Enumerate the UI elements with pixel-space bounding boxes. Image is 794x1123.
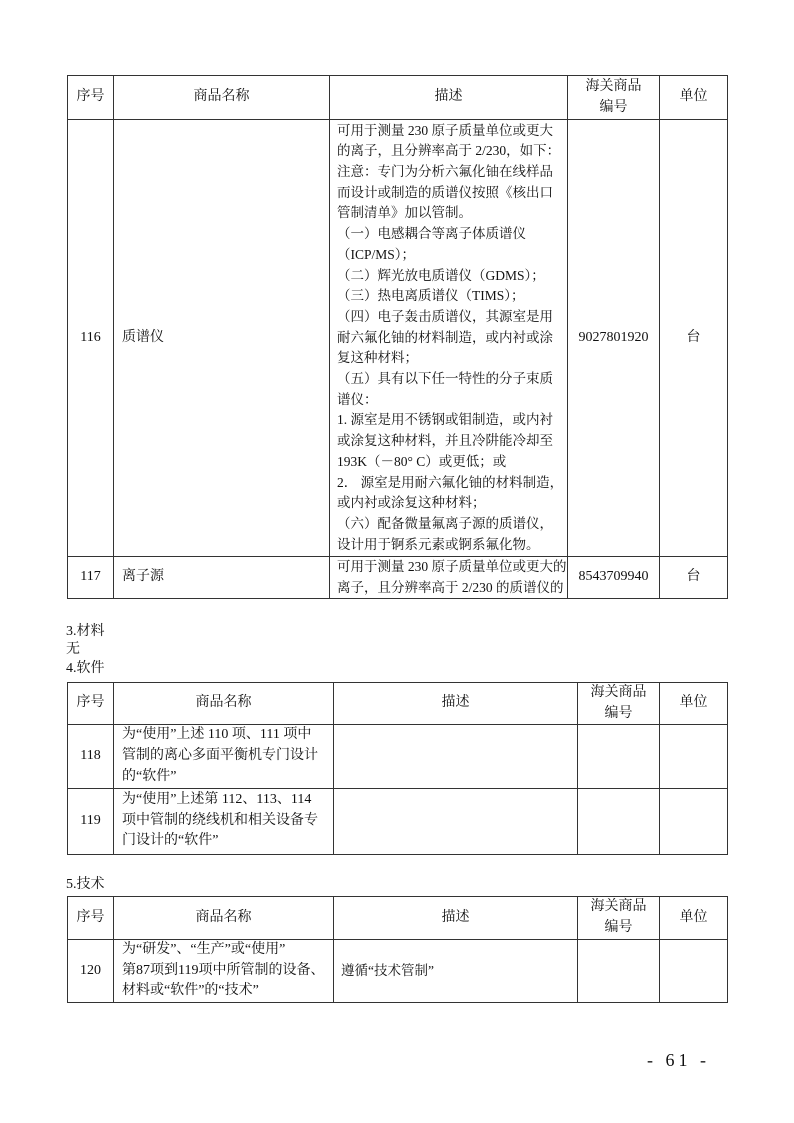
table-header-row bbox=[68, 76, 728, 120]
table-row bbox=[68, 725, 728, 788]
header-serial-number: 序号 bbox=[68, 76, 114, 120]
header-item-name: 商品名称 bbox=[114, 897, 334, 940]
serial-number-cell: 117 bbox=[68, 557, 114, 599]
serial-number-cell: 120 bbox=[68, 940, 114, 1003]
unit-cell: 台 bbox=[660, 557, 728, 599]
materials-content: 无 bbox=[66, 642, 80, 657]
item-name-cell: 质谱仪 bbox=[114, 120, 330, 557]
header-description: 描述 bbox=[334, 897, 578, 940]
section-heading-materials: 3.材料 bbox=[66, 624, 105, 639]
description-cell: 遵循“技术管制” bbox=[334, 940, 578, 1003]
item-name-cell: 离子源 bbox=[114, 557, 330, 599]
header-customs-code: 海关商品 编号 bbox=[568, 76, 660, 120]
unit-cell bbox=[660, 940, 728, 1003]
header-unit: 单位 bbox=[660, 76, 728, 120]
serial-number-cell: 118 bbox=[68, 725, 114, 788]
description-cell: 可用于测量 230 原子质量单位或更大 的离子，且分辨率高于 2/230，如下： 注意：专门为分析六氟化铀在线样品 而设计或制造的质谱仪按照《核出口 管制清单》加以管制。 （一）电感耦合等离子体质谱仪 （ICP/MS）； （二）辉光放电质谱仪（GDMS）； （三）热电离质谱仪（TIMS）； （四）电子轰击质谱仪，其源室是用 耐六氟化铀的材料制造，或内衬或涂 复这种材料； （五）具有以下任一特性的分子束质 谱仪： 1. 源室是用不锈钢或钼制造，或内衬 或涂复这种材料，并且冷阱能冷却至 193K（－80° C）或更低；或 2． 源室是用耐六氟化铀的材料制造， 或内衬或涂复这种材料； （六）配备微量氟离子源的质谱仪， 设计用于锕系元素或锕系氟化物。 bbox=[330, 120, 568, 557]
header-unit: 单位 bbox=[660, 683, 728, 725]
section-heading-software: 4.软件 bbox=[66, 661, 105, 676]
header-item-name: 商品名称 bbox=[114, 683, 334, 725]
item-name-cell: 为“使用”上述 110 项、111 项中 管制的离心多面平衡机专门设计 的“软件” bbox=[114, 725, 334, 788]
table-row bbox=[68, 120, 728, 557]
serial-number-cell: 119 bbox=[68, 788, 114, 854]
unit-cell: 台 bbox=[660, 120, 728, 557]
technology-items-table bbox=[67, 896, 728, 1003]
table-header-row bbox=[68, 683, 728, 725]
customs-code-cell bbox=[578, 940, 660, 1003]
header-serial-number: 序号 bbox=[68, 897, 114, 940]
header-customs-code: 海关商品 编号 bbox=[578, 683, 660, 725]
header-description: 描述 bbox=[334, 683, 578, 725]
customs-code-cell: 9027801920 bbox=[568, 120, 660, 557]
header-item-name: 商品名称 bbox=[114, 76, 330, 120]
item-name-cell: 为“使用”上述第 112、113、114 项中管制的绕线机和相关设备专 门设计的“软件” bbox=[114, 788, 334, 854]
unit-cell bbox=[660, 788, 728, 854]
header-unit: 单位 bbox=[660, 897, 728, 940]
table-row bbox=[68, 788, 728, 854]
page-number: - 61 - bbox=[647, 1050, 710, 1070]
description-cell: 可用于测量 230 原子质量单位或更大的 离子，且分辨率高于 2/230 的质谱仪的 bbox=[330, 557, 568, 599]
customs-code-cell: 8543709940 bbox=[568, 557, 660, 599]
equipment-items-table bbox=[67, 75, 728, 599]
description-cell bbox=[334, 788, 578, 854]
header-customs-code: 海关商品 编号 bbox=[578, 897, 660, 940]
table-header-row bbox=[68, 897, 728, 940]
table-row bbox=[68, 940, 728, 1003]
customs-code-cell bbox=[578, 725, 660, 788]
section-heading-technology: 5.技术 bbox=[66, 877, 105, 892]
unit-cell bbox=[660, 725, 728, 788]
item-name-cell: 为“研发”、“生产”或“使用” 第87项到119项中所管制的设备、 材料或“软件”的“技术” bbox=[114, 940, 334, 1003]
table-row bbox=[68, 557, 728, 599]
header-serial-number: 序号 bbox=[68, 683, 114, 725]
description-cell bbox=[334, 725, 578, 788]
customs-code-cell bbox=[578, 788, 660, 854]
software-items-table bbox=[67, 682, 728, 855]
serial-number-cell: 116 bbox=[68, 120, 114, 557]
header-description: 描述 bbox=[330, 76, 568, 120]
